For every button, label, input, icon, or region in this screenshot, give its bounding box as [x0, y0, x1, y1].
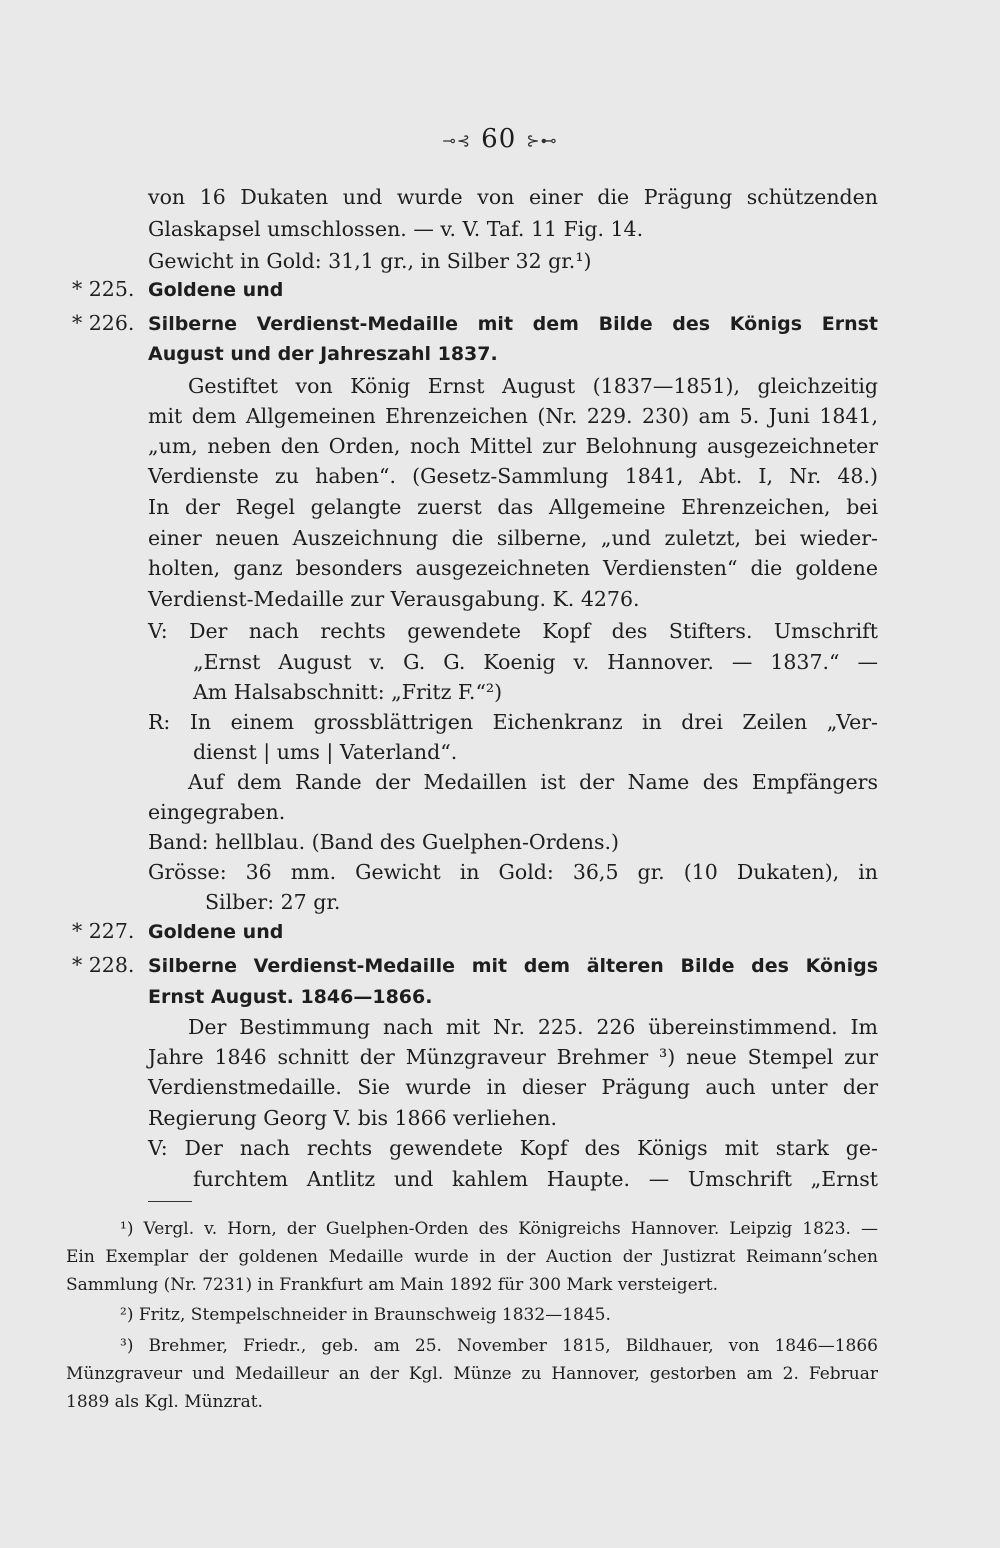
text-line: Gestiftet von König Ernst August (1837—1851), gleichzeitig [188, 374, 878, 398]
text-line: dienst | ums | Vaterland“. [193, 740, 458, 764]
text-line: Gewicht in Gold: 31,1 gr., in Silber 32 gr.¹) [148, 249, 592, 273]
right-ornament-icon: ⊱⊷ [526, 130, 558, 150]
footnote-line: 1889 als Kgl. Münzrat. [66, 1392, 263, 1412]
footnote-line: Sammlung (Nr. 7231) in Frankfurt am Main 1892 für 300 Mark versteigert. [66, 1275, 719, 1295]
footnote-line: Ein Exemplar der goldenen Medaille wurde in der Auction der Justizrat Reimann’schen [66, 1247, 878, 1267]
page-number: 60 [481, 124, 517, 154]
text-line: holten, ganz besonders ausgezeichneten Verdiensten“ die goldene [148, 556, 878, 580]
footnote-line: ¹) Vergl. v. Horn, der Guelphen-Orden des Königreichs Hannover. Leipzig 1823. — [120, 1219, 878, 1239]
text-line: einer neuen Auszeichnung die silberne, „und zuletzt, bei wieder- [148, 526, 878, 550]
footnote-divider [148, 1201, 192, 1202]
text-line: furchtem Antlitz und kahlem Haupte. — Umschrift „Ernst [193, 1167, 878, 1191]
text-line: Silber: 27 gr. [205, 890, 341, 914]
entry-number: * 226. [72, 311, 135, 335]
text-line: „Ernst August v. G. G. Koenig v. Hannover. — 1837.“ — [193, 650, 878, 674]
footnote-line: Münzgraveur und Medailleur an der Kgl. Münze zu Hannover, gestorben am 2. Februar [66, 1364, 878, 1384]
text-line: Grösse: 36 mm. Gewicht in Gold: 36,5 gr. (10 Dukaten), in [148, 860, 878, 884]
text-line: Band: hellblau. (Band des Guelphen-Ordens.) [148, 830, 619, 854]
text-line: Auf dem Rande der Medaillen ist der Name des Empfängers [188, 770, 878, 794]
entry-heading: Silberne Verdienst-Medaille mit dem Bilde des Königs Ernst [148, 313, 878, 335]
entry-number: * 228. [72, 953, 135, 977]
entry-heading: Goldene und [148, 279, 284, 301]
footnote-line: ²) Fritz, Stempelschneider in Braunschweig 1832—1845. [120, 1305, 611, 1325]
text-line: eingegraben. [148, 800, 286, 824]
entry-heading: Goldene und [148, 921, 284, 943]
text-line: Verdienst-Medaille zur Verausgabung. K. 4276. [148, 587, 640, 611]
text-line: Der Bestimmung nach mit Nr. 225. 226 übereinstimmend. Im [188, 1015, 878, 1039]
page-header [0, 124, 1000, 154]
entry-heading: August und der Jahreszahl 1837. [148, 343, 498, 365]
text-line: In der Regel gelangte zuerst das Allgemeine Ehrenzeichen, bei [148, 495, 878, 519]
text-line: Regierung Georg V. bis 1866 verliehen. [148, 1106, 557, 1130]
text-line: V: Der nach rechts gewendete Kopf des Königs mit stark ge- [148, 1136, 878, 1160]
text-line: Jahre 1846 schnitt der Münzgraveur Brehmer ³) neue Stempel zur [148, 1045, 878, 1069]
text-line: „um, neben den Orden, noch Mittel zur Belohnung ausgezeichneter [148, 434, 878, 458]
entry-heading: Ernst August. 1846—1866. [148, 986, 433, 1008]
text-line: von 16 Dukaten und wurde von einer die Prägung schützenden [148, 185, 878, 209]
text-line: mit dem Allgemeinen Ehrenzeichen (Nr. 229. 230) am 5. Juni 1841, [148, 404, 878, 428]
entry-number: * 225. [72, 277, 135, 301]
text-line: Verdienstmedaille. Sie wurde in dieser Prägung auch unter der [148, 1075, 878, 1099]
text-line: Am Halsabschnitt: „Fritz F.“²) [193, 680, 503, 704]
text-line: V: Der nach rechts gewendete Kopf des Stifters. Umschrift [148, 619, 878, 643]
text-line: R: In einem grossblättrigen Eichenkranz in drei Zeilen „Ver- [148, 710, 878, 734]
entry-number: * 227. [72, 919, 135, 943]
footnote-line: ³) Brehmer, Friedr., geb. am 25. November 1815, Bildhauer, von 1846—1866 [120, 1336, 878, 1356]
entry-heading: Silberne Verdienst-Medaille mit dem älteren Bilde des Königs [148, 955, 878, 977]
text-line: Verdienste zu haben“. (Gesetz-Sammlung 1841, Abt. I, Nr. 48.) [148, 464, 878, 488]
left-ornament-icon: ⊸⊰ [442, 130, 472, 150]
text-line: Glaskapsel umschlossen. — v. V. Taf. 11 Fig. 14. [148, 217, 644, 241]
